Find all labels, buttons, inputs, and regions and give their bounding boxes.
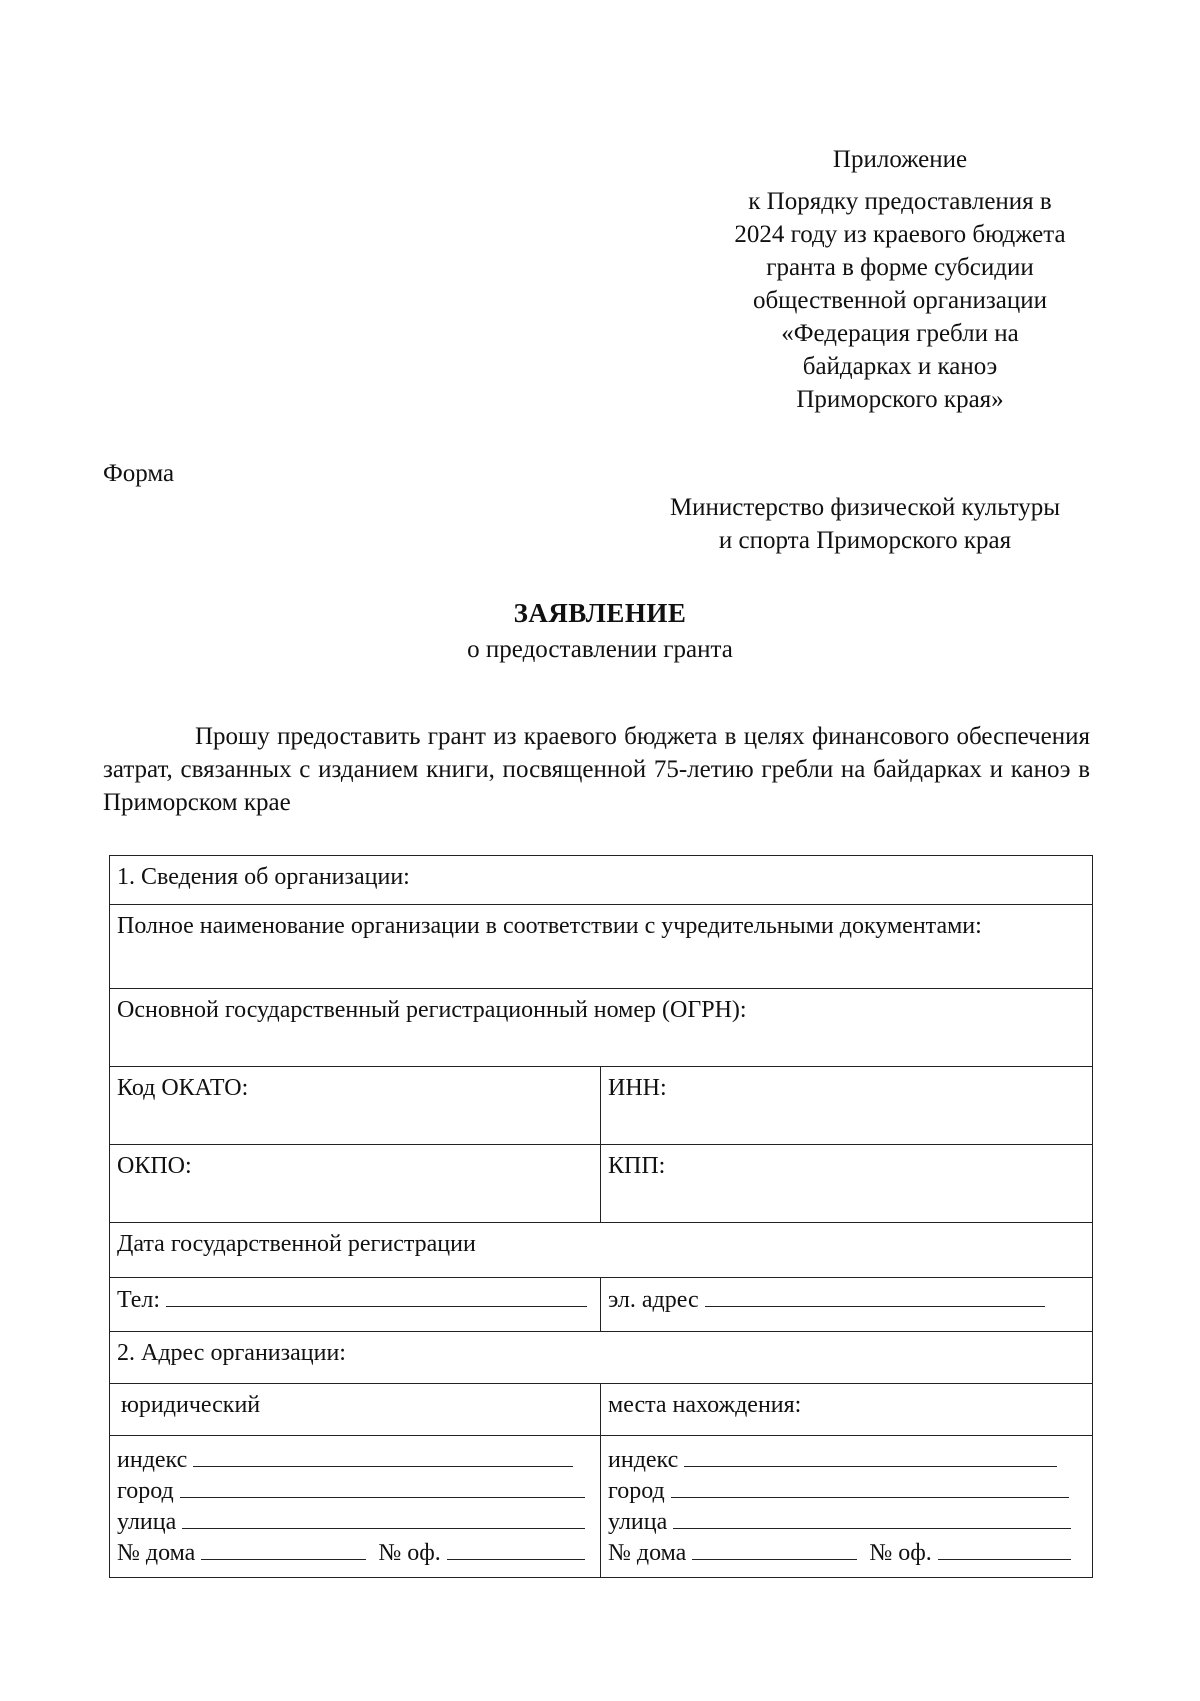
recipient-block (630, 491, 1100, 557)
appendix-title: Приложение (832, 146, 968, 173)
full-name-label: Полное наименование организации в соответствии с учредительными документами: (117, 913, 982, 939)
phone-field[interactable] (110, 1278, 601, 1331)
index-label: индекс (608, 1447, 679, 1473)
location-city-blank[interactable] (671, 1477, 1069, 1498)
email-blank[interactable] (705, 1286, 1045, 1307)
location-address-block (601, 1436, 1092, 1577)
table-row (110, 1067, 1092, 1145)
street-label: улица (608, 1509, 668, 1535)
okato-label: Код ОКАТО: (117, 1075, 249, 1101)
document-subtitle: о предоставлении гранта (467, 636, 733, 663)
location-office-blank[interactable] (938, 1539, 1071, 1560)
table-row (110, 1145, 1092, 1223)
recipient-line: и спорта Приморского края (718, 527, 1012, 554)
form-label: Форма (103, 460, 175, 487)
house-label: № дома (117, 1540, 196, 1566)
reg-date-field[interactable] (110, 1223, 1092, 1277)
kpp-label: КПП: (608, 1153, 666, 1179)
full-name-field[interactable] (110, 905, 1092, 988)
ogrn-label: Основной государственный регистрационный номер (ОГРН): (117, 997, 747, 1023)
table-row (110, 989, 1092, 1067)
table-row (110, 1384, 1092, 1436)
office-label: № оф. (378, 1540, 441, 1566)
ogrn-field[interactable] (110, 989, 1092, 1066)
table-row (110, 1436, 1092, 1577)
phone-label: Тел: (117, 1287, 161, 1313)
location-house-blank[interactable] (692, 1539, 857, 1560)
appendix-line: Приморского края» (796, 386, 1004, 413)
table-row (110, 1332, 1092, 1384)
okato-field[interactable] (110, 1067, 601, 1144)
index-label: индекс (117, 1447, 188, 1473)
street-label: улица (117, 1509, 177, 1535)
legal-address-heading: юридический (110, 1384, 601, 1435)
table-row (110, 856, 1092, 905)
section1-heading: 1. Сведения об организации: (117, 864, 410, 890)
inn-label: ИНН: (608, 1075, 667, 1101)
organization-info-table (109, 855, 1093, 1578)
table-row (110, 1223, 1092, 1278)
legal-office-blank[interactable] (447, 1539, 585, 1560)
house-label: № дома (608, 1540, 687, 1566)
city-label: город (117, 1478, 174, 1504)
legal-street-blank[interactable] (182, 1508, 585, 1529)
kpp-field[interactable] (601, 1145, 1092, 1222)
location-address-heading: места нахождения: (608, 1392, 802, 1418)
legal-address-block (110, 1436, 601, 1577)
appendix-line: общественной организации (752, 287, 1048, 314)
table-row (110, 905, 1092, 989)
appendix-line: 2024 году из краевого бюджета (734, 221, 1066, 248)
location-street-blank[interactable] (673, 1508, 1071, 1529)
legal-city-blank[interactable] (180, 1477, 585, 1498)
okpo-label: ОКПО: (117, 1153, 192, 1179)
email-label: эл. адрес (608, 1287, 699, 1313)
appendix-line: байдарках и каноэ (802, 353, 998, 380)
legal-index-blank[interactable] (193, 1446, 573, 1467)
email-field[interactable] (601, 1278, 1092, 1331)
section2-heading: 2. Адрес организации: (117, 1340, 346, 1366)
appendix-line: «Федерация гребли на (781, 320, 1019, 347)
appendix-line: гранта в форме субсидии (766, 254, 1034, 281)
reg-date-label: Дата государственной регистрации (117, 1231, 476, 1257)
recipient-line: Министерство физической культуры (669, 494, 1061, 521)
inn-field[interactable] (601, 1067, 1092, 1144)
appendix-line: к Порядку предоставления в (748, 188, 1052, 215)
legal-house-blank[interactable] (201, 1539, 366, 1560)
office-label: № оф. (869, 1540, 932, 1566)
request-paragraph: Прошу предоставить грант из краевого бюджета в целях финансового обеспечения затрат, связанных с изданием книги, посвященной 75-летию гребли на байдарках и каноэ в Приморском крае (103, 723, 1090, 816)
location-index-blank[interactable] (684, 1446, 1057, 1467)
appendix-block (700, 143, 1100, 416)
phone-blank[interactable] (166, 1286, 587, 1307)
okpo-field[interactable] (110, 1145, 601, 1222)
table-row (110, 1278, 1092, 1332)
city-label: город (608, 1478, 665, 1504)
document-title: ЗАЯВЛЕНИЕ (513, 598, 687, 628)
